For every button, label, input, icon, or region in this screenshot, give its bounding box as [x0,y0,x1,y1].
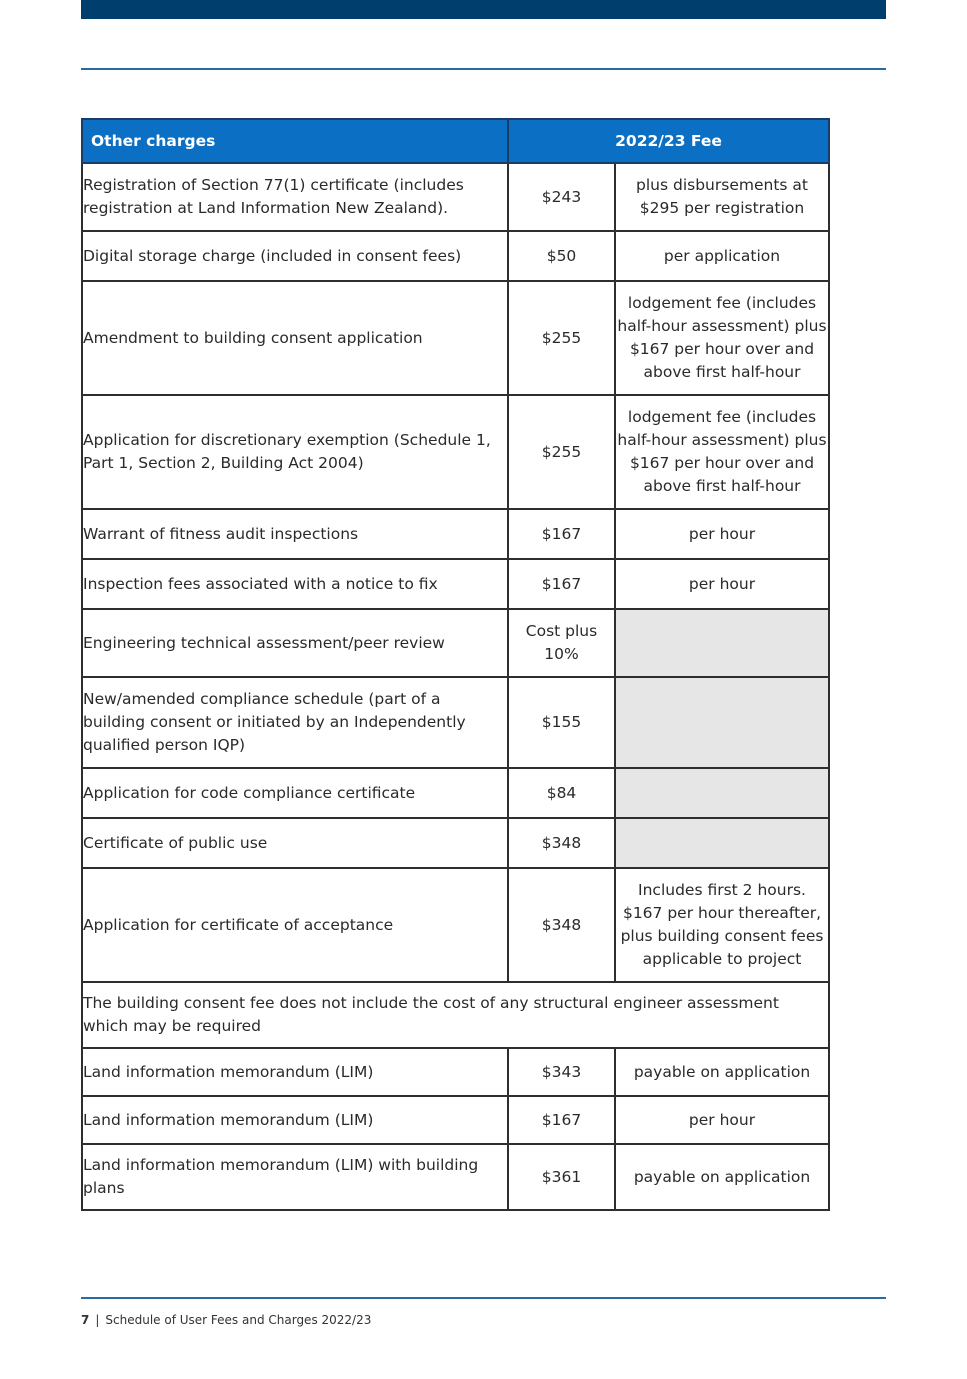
full-width-note-row [82,982,829,1048]
page-footer [81,1313,371,1327]
row-description: Land information memorandum (LIM) [82,1048,508,1096]
header-other-charges: Other charges [82,119,508,163]
row-description: Land information memorandum (LIM) with building plans [82,1144,508,1210]
table-row [82,768,829,818]
fees-table [81,118,830,1211]
table-row [82,677,829,768]
header-fee: 2022/23 Fee [508,119,829,163]
row-note-empty [615,677,829,768]
table-row [82,818,829,868]
row-note: per hour [615,1096,829,1144]
row-description: New/amended compliance schedule (part of a building consent or initiated by an Independently qualified person IQP) [82,677,508,768]
row-note: payable on application [615,1144,829,1210]
row-description: Application for certificate of acceptance [82,868,508,982]
table-row [82,609,829,677]
row-description: Application for code compliance certificate [82,768,508,818]
row-fee: $167 [508,509,615,559]
row-description: Application for discretionary exemption (Schedule 1, Part 1, Section 2, Building Act 2004) [82,395,508,509]
row-fee: $167 [508,1096,615,1144]
row-note-empty [615,768,829,818]
table-row [82,559,829,609]
row-note: per application [615,231,829,281]
table-row [82,1048,829,1096]
row-description: Amendment to building consent application [82,281,508,395]
row-fee: $348 [508,818,615,868]
row-fee: $343 [508,1048,615,1096]
row-fee: $50 [508,231,615,281]
row-fee: $255 [508,395,615,509]
row-description: Registration of Section 77(1) certificate (includes registration at Land Information New Zealand). [82,163,508,231]
row-note: per hour [615,509,829,559]
row-fee: $255 [508,281,615,395]
table-row [82,509,829,559]
row-description: Digital storage charge (included in consent fees) [82,231,508,281]
structural-engineer-note: The building consent fee does not include the cost of any structural engineer assessment which may be required [82,982,829,1048]
table-header-row [82,119,829,163]
row-fee: $361 [508,1144,615,1210]
table-row [82,1144,829,1210]
row-note: per hour [615,559,829,609]
row-fee: $243 [508,163,615,231]
row-fee: $155 [508,677,615,768]
table-row [82,281,829,395]
row-fee: Cost plus 10% [508,609,615,677]
row-description: Land information memorandum (LIM) [82,1096,508,1144]
row-note: lodgement fee (includes half-hour assessment) plus $167 per hour over and above first half-hour [615,281,829,395]
row-fee: $84 [508,768,615,818]
header-divider [81,68,886,70]
row-description: Warrant of fitness audit inspections [82,509,508,559]
row-note: plus disbursements at $295 per registration [615,163,829,231]
row-description: Certificate of public use [82,818,508,868]
table-row [82,1096,829,1144]
table-row [82,231,829,281]
row-description: Inspection fees associated with a notice to fix [82,559,508,609]
row-fee: $167 [508,559,615,609]
document-title: Schedule of User Fees and Charges 2022/23 [105,1313,372,1327]
table-row [82,395,829,509]
row-note-empty [615,818,829,868]
row-fee: $348 [508,868,615,982]
footer-divider [81,1297,886,1299]
table-row [82,163,829,231]
row-note: Includes first 2 hours. $167 per hour thereafter, plus building consent fees applicable to project [615,868,829,982]
top-banner-bar [81,0,886,19]
page-number: 7 [81,1313,90,1327]
row-note: payable on application [615,1048,829,1096]
table-row [82,868,829,982]
row-note: lodgement fee (includes half-hour assessment) plus $167 per hour over and above first half-hour [615,395,829,509]
row-note-empty [615,609,829,677]
row-description: Engineering technical assessment/peer review [82,609,508,677]
footer-separator: | [95,1313,100,1327]
